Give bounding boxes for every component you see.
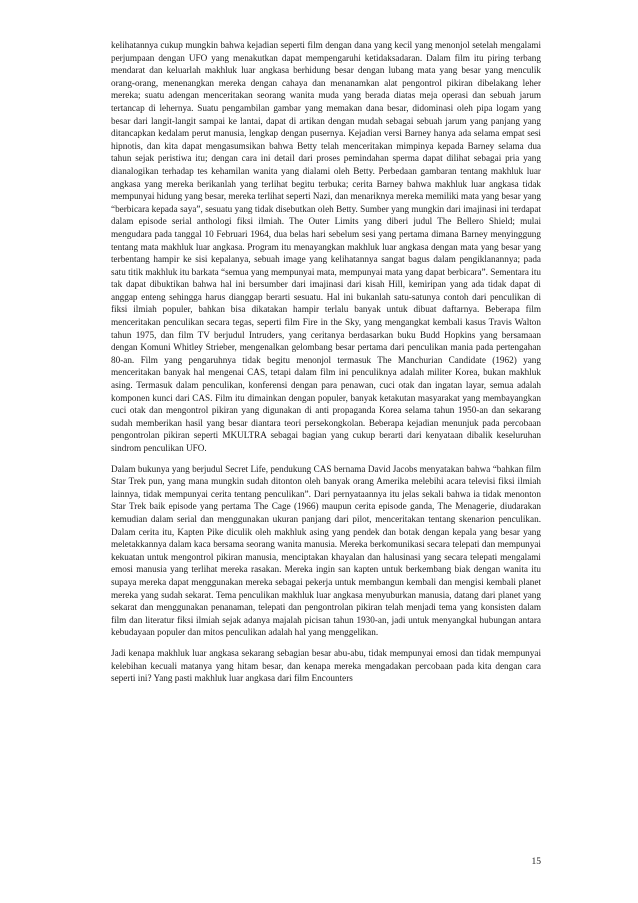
paragraph-2: Dalam bukunya yang berjudul Secret Life, pendukung CAS bernama David Jacobs menyatakan bahwa “bahkan film Star Trek pun, yang mana mungkin sudah ditonton oleh banyak orang Amerika melebihi acara televisi fiksi ilmiah lainnya, tidak mempunyai cerita tentang penculikan”. Dari pernyataannya itu jelas sekali bahwa ia tidak menonton Star Trek baik episode yang pertama The Cage (1966) maupun cerita episode ganda, The Menagerie, diudarakan kemudian dalam serial dan menggunakan ukuran panjang dari pilot, menceritakan tentang skenarion penculikan. Dalam cerita itu, Kapten Pike diculik oleh makhluk asing yang pendek dan botak dengan kepala yang besar yang meletakkannya dalam kaca bersama seorang wanita manusia. Mereka berkomunikasi secara telepati dan mempunyai kekuatan untuk mengontrol pikiran manusia, menciptakan khayalan dan halusinasi yang secara telepati mengalami emosi manusia yang terlihat mereka rasakan. Mereka ingin san kapten untuk berkembang biak dengan wanita itu supaya mereka dapat menggunakan mereka sebagai pekerja untuk membangun kembali dan mengisi kembali planet mereka yang sudah sekarat. Tema penculikan makhluk luar angkasa menyuburkan manusia, datang dari planet yang sekarat dan menggunakan penanaman, telepati dan pengontrolan pikiran telah menjadi tema yang konsisten dalam film dan literatur fiksi ilmiah sejak adanya majalah picisan tahun 1930-an, jadi untuk menyangkal hubungan antara kebudayaan populer dan mitos penculikan adalah hal yang menggelikan.	[111, 463, 541, 638]
paragraph-1: kelihatannya cukup mungkin bahwa kejadian seperti film dengan dana yang kecil yang menonjol setelah mengalami perjumpaan dengan UFO yang menakutkan dapat mempengaruhi ketidaksadaran. Dalam film itu piring terbang mendarat dan keluarlah makhluk luar angkasa berhidung besar dengan lubang mata yang besar yang menculik orang-orang, menenangkan mereka dengan cahaya dan menanamkan alat pengontrol pikiran dibelakang leher mereka; suatu adengan menceritakan seorang wanita muda yang berada diatas meja operasi dan sebuah jarum tertancap di lehernya. Suatu pengambilan gambar yang memakan dana besar, didominasi oleh pipa logam yang besar dari langit-langit sampai ke lantai, dapat di artikan dengan mudah sebagai sebuah jarum yang panjang yang ditancapkan kedalam perut manusia, lengkap dengan pusernya. Kejadian versi Barney hanya ada selama empat sesi hipnotis, dan kita dapat mengasumsikan bahwa Betty telah menceritakan mimpinya kepada Barney selama dua tahun sejak peristiwa itu; dengan cara ini detail dari proses pemindahan sperma dapat dilihat sebagai pria yang dianalogikan terhadap tes kehamilan wanita yang dialami oleh Betty. Perbedaan gambaran tentang makhluk luar angkasa yang mereka berikanlah yang terlihat begitu terbuka; cerita Barney bahwa makhluk luar angkasa tidak mempunyai hidung yang besar, mereka terlihat seperti Nazi, dan menariknya mereka memiliki mata yang besar yang “berbicara kepada saya”, sesuatu yang tidak disebutkan oleh Betty. Sumber yang mungkin dari imajinasi ini terdapat dalam episode serial anthologi fiksi ilmiah. The Outer Limits yang diberi judul The Bellero Shield; mulai mengudara pada tanggal 10 Februari 1964, dua belas hari sebelum sesi yang pertama dimana Barney menyinggung tentang mata makhluk luar angkasa. Program itu menayangkan makhluk luar angkasa dengan mata yang besar yang terbentang hampir ke sisi kepalanya, sebuah image yang kelihatannya sangat bagus dalam pengiklanannya; pada satu titik makhluk itu barkata “semua yang mempunyai mata, mempunyai mata yang dapat berbicara”. Sementara itu tak dapat dibuktikan bahwa hal ini bersumber dari imajinasi dari kisah Hill, kemiripan yang ada tidak dapat di anggap enteng sehingga harus dianggap berarti sesuatu. Hal ini bukanlah satu-satunya contoh dari penculikan di fiksi ilmiah populer, bahkan bisa dikatakan hampir terlalu banyak untuk dibuat daftarnya. Beberapa film menceritakan penculikan secara tegas, seperti film Fire in the Sky, yang mengangkat kembali kasus Travis Walton tahun 1975, dan film TV berjudul Intruders, yang ceritanya berdasarkan buku Budd Hopkins yang bersamaan dengan Komuni Whitley Strieber, mengenalkan gelombang besar pertama dari penculikan mania pada pertengahan 80-an. Film yang pengaruhnya tidak begitu menonjol termasuk The Manchurian Candidate (1962) yang menceritakan banyak hal mengenai CAS, tetapi dalam film ini penculiknya adalah militer Korea, bukan makhluk asing. Termasuk dalam penculikan, konferensi dengan para penawan, cuci otak dan ingatan layar, semua adalah komponen kunci dari CAS. Film itu dimainkan dengan populer, banyak ketakutan masyarakat yang membayangkan cuci otak dan mengontrol pikiran yang digunakan di anti propaganda Korea selama tahun 1950-an dan sekarang sudah memberikan hasil yang besar diantara teori persekongkolan. Beberapa kejadian menunjuk pada percobaan pengontrolan pikiran seperti MKULTRA sebagai bagian yang cukup berarti dari kenyataan dibalik keseluruhan sindrom penculikan UFO.	[111, 40, 541, 453]
page-number: 15	[531, 857, 541, 867]
paragraph-3: Jadi kenapa makhluk luar angkasa sekarang sebagian besar abu-abu, tidak mempunyai emosi dan tidak mempunyai kelebihan kecuali matanya yang hitam besar, dan kenapa mereka mengadakan percobaan pada kita dengan cara seperti ini? Yang pasti makhluk luar angkasa dari film Encounters	[111, 647, 541, 684]
body-text	[111, 39, 541, 693]
